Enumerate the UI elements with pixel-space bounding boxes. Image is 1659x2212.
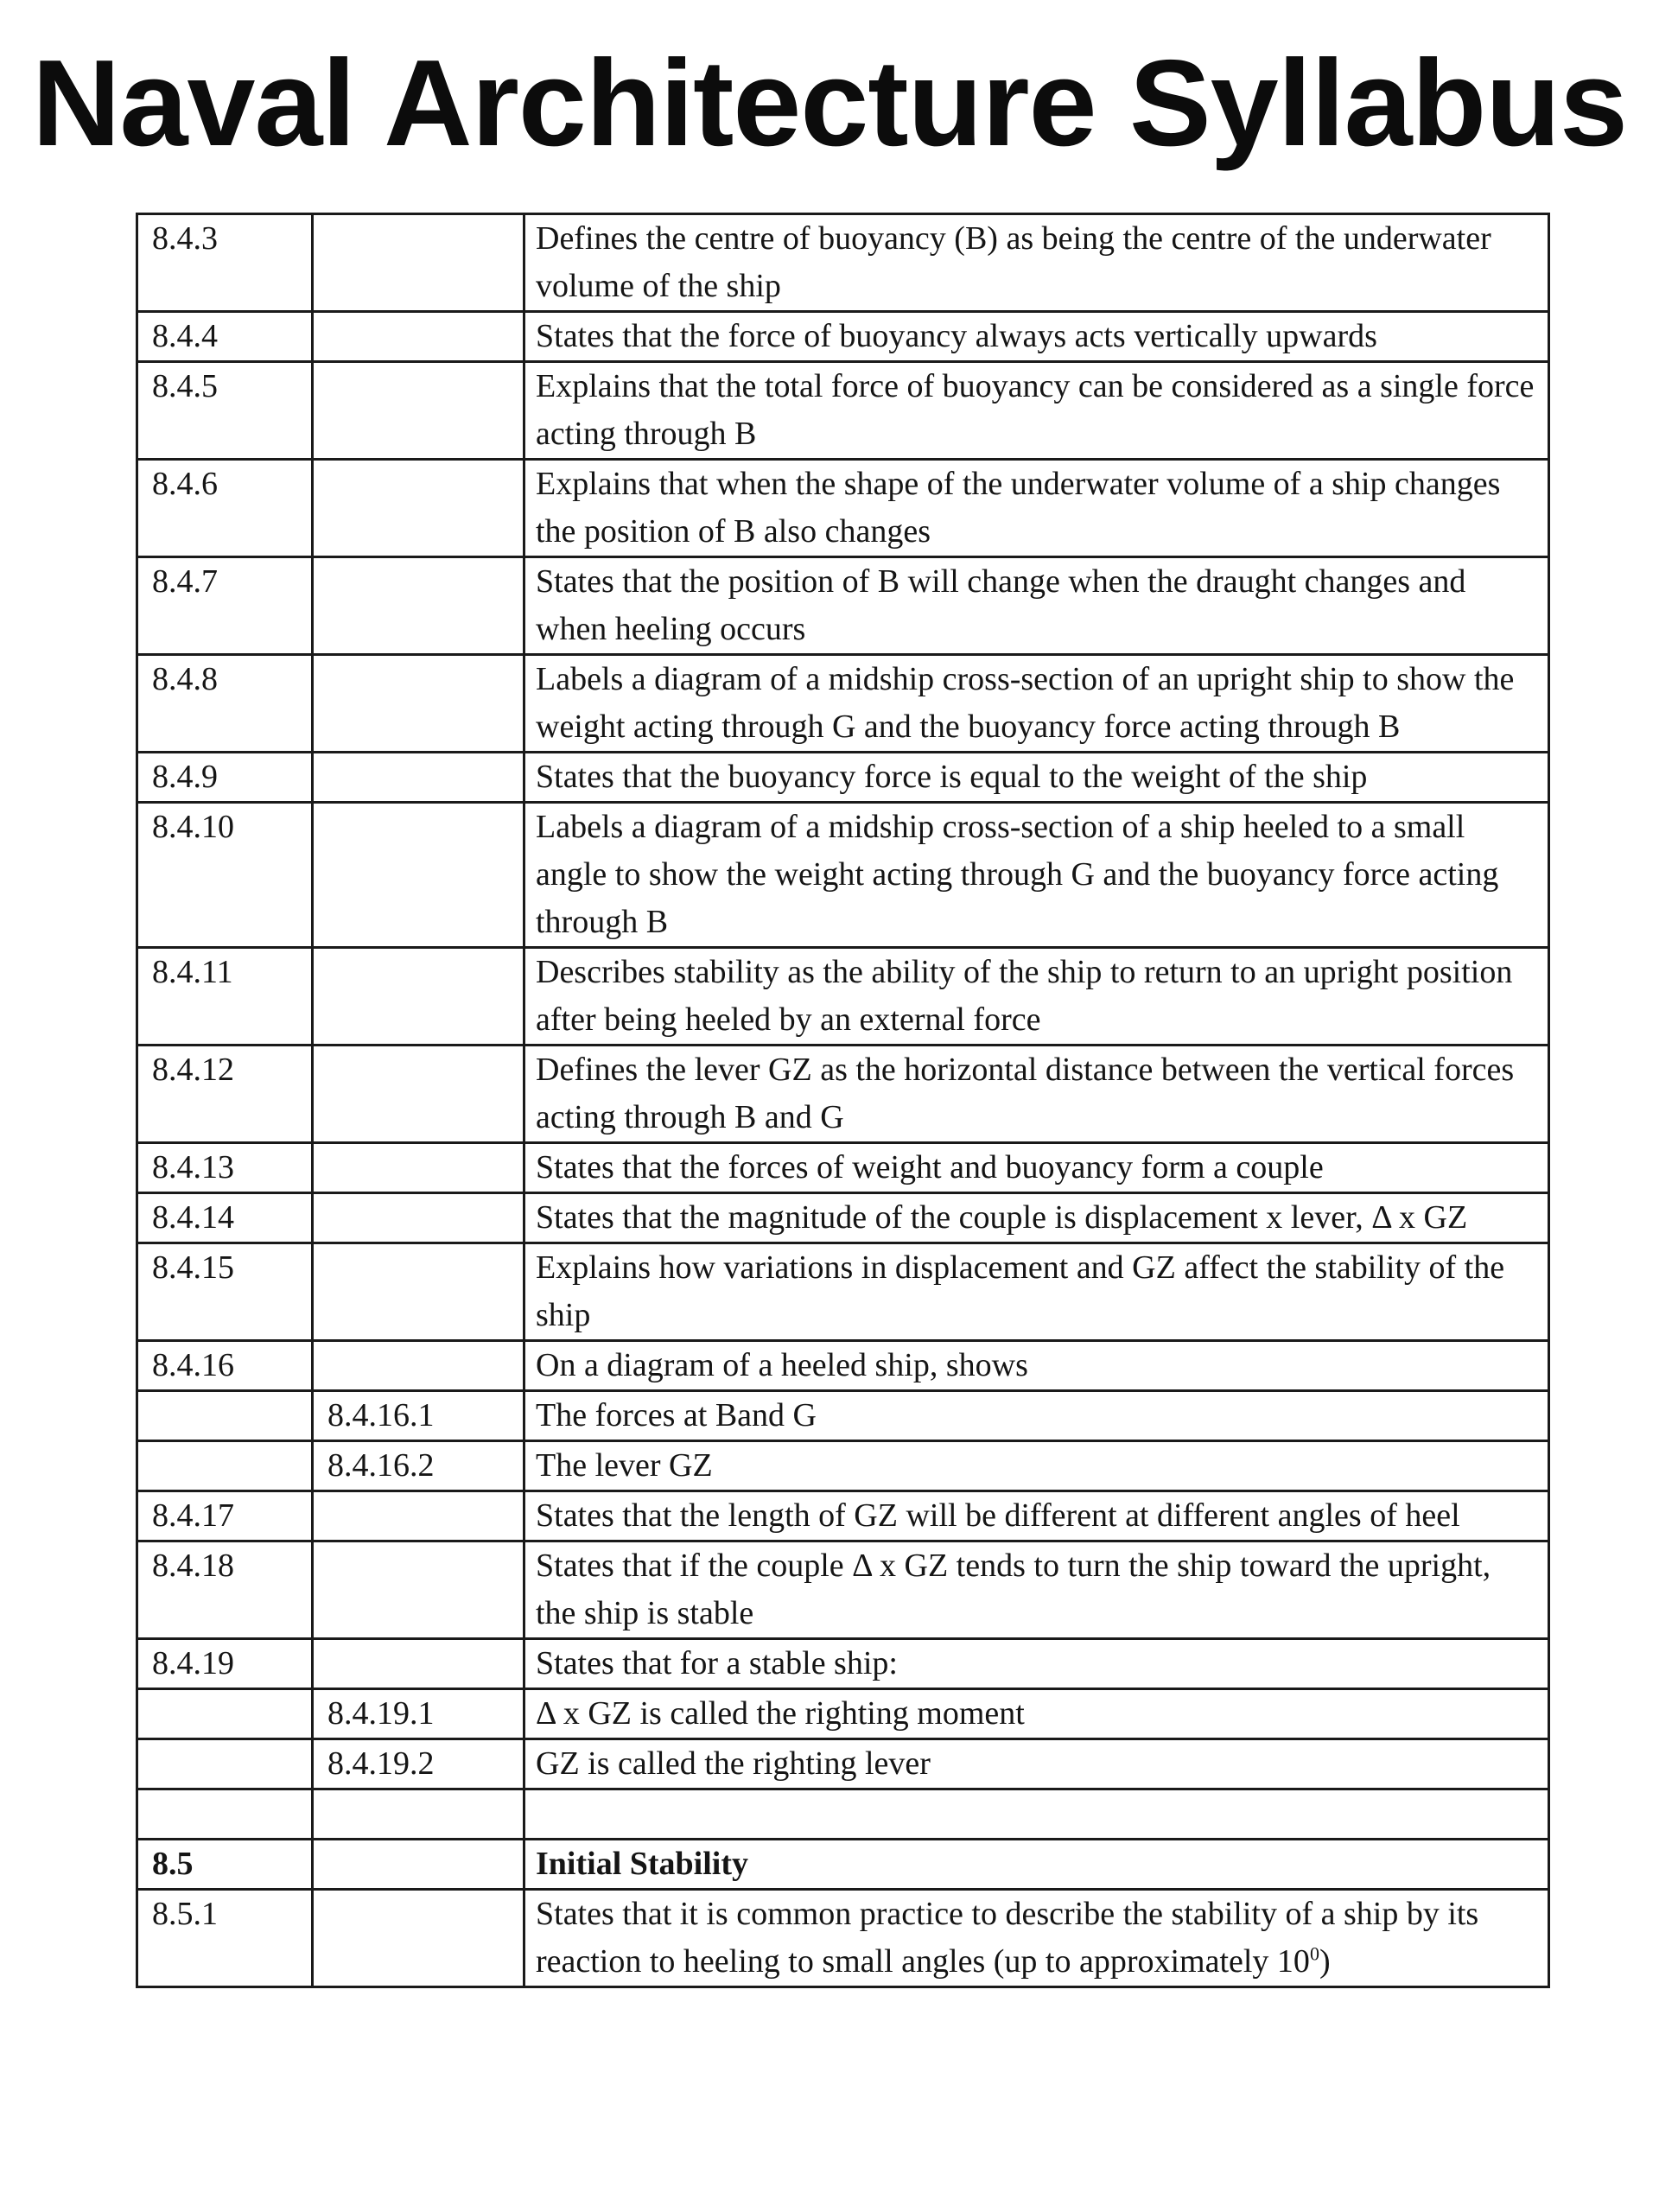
code-cell: 8.4.10 — [137, 803, 313, 948]
code-cell: 8.4.12 — [137, 1046, 313, 1143]
code-cell: 8.4.13 — [137, 1143, 313, 1193]
table-row — [137, 460, 1549, 557]
table-row — [137, 312, 1549, 362]
code-cell: 8.4.5 — [137, 362, 313, 460]
table-row — [137, 803, 1549, 948]
description-cell: Defines the lever GZ as the horizontal distance between the vertical forces acting through B and G — [524, 1046, 1549, 1143]
description-cell: The lever GZ — [524, 1441, 1549, 1491]
description-cell: States that the forces of weight and buoyancy form a couple — [524, 1143, 1549, 1193]
description-cell: States that if the couple Δ x GZ tends to turn the ship toward the upright, the ship is stable — [524, 1541, 1549, 1639]
syllabus-table — [136, 213, 1550, 1988]
table-row — [137, 1193, 1549, 1243]
subcode-cell — [313, 1789, 524, 1840]
description-cell: States that the length of GZ will be different at different angles of heel — [524, 1491, 1549, 1541]
description-cell: Explains that the total force of buoyancy can be considered as a single force acting through B — [524, 362, 1549, 460]
table-row — [137, 362, 1549, 460]
subcode-cell — [313, 1046, 524, 1143]
description-cell: Defines the centre of buoyancy (B) as being the centre of the underwater volume of the ship — [524, 214, 1549, 312]
description-cell: States that the magnitude of the couple is displacement x lever, Δ x GZ — [524, 1193, 1549, 1243]
table-row — [137, 214, 1549, 312]
description-cell: States that for a stable ship: — [524, 1639, 1549, 1689]
code-cell — [137, 1391, 313, 1441]
description-cell: Describes stability as the ability of the ship to return to an upright position after being heeled by an external force — [524, 948, 1549, 1046]
code-cell: 8.4.14 — [137, 1193, 313, 1243]
table-row — [137, 753, 1549, 803]
table-row — [137, 1243, 1549, 1341]
code-cell: 8.4.8 — [137, 655, 313, 753]
subcode-cell — [313, 460, 524, 557]
description-cell — [524, 1890, 1549, 1987]
description-cell: States that the position of B will change when the draught changes and when heeling occurs — [524, 557, 1549, 655]
table-row — [137, 1890, 1549, 1987]
code-cell — [137, 1789, 313, 1840]
description-cell: Labels a diagram of a midship cross-section of a ship heeled to a small angle to show the weight acting through G and the buoyancy force acting through B — [524, 803, 1549, 948]
subcode-cell — [313, 214, 524, 312]
degree-superscript: 0 — [1309, 1942, 1319, 1965]
code-cell: 8.4.17 — [137, 1491, 313, 1541]
table-row — [137, 1391, 1549, 1441]
code-cell: 8.4.16 — [137, 1341, 313, 1391]
description-cell: States that the buoyancy force is equal to the weight of the ship — [524, 753, 1549, 803]
code-cell: 8.4.9 — [137, 753, 313, 803]
subcode-cell — [313, 948, 524, 1046]
subcode-cell — [313, 1639, 524, 1689]
code-cell: 8.4.15 — [137, 1243, 313, 1341]
table-row — [137, 1689, 1549, 1739]
subcode-cell — [313, 1143, 524, 1193]
code-cell: 8.4.6 — [137, 460, 313, 557]
description-text: States that it is common practice to describe the stability of a ship by its reaction to heeling to small angles (up to approximately 10 — [536, 1896, 1479, 1980]
description-cell: Explains that when the shape of the underwater volume of a ship changes the position of B also changes — [524, 460, 1549, 557]
table-row — [137, 1541, 1549, 1639]
description-cell: States that the force of buoyancy always acts vertically upwards — [524, 312, 1549, 362]
description-text-end: ) — [1319, 1943, 1331, 1980]
table-row — [137, 1046, 1549, 1143]
subcode-cell — [313, 1890, 524, 1987]
subcode-cell — [313, 1243, 524, 1341]
description-cell: GZ is called the righting lever — [524, 1739, 1549, 1789]
table-row — [137, 948, 1549, 1046]
code-cell: 8.4.19 — [137, 1639, 313, 1689]
table-row — [137, 655, 1549, 753]
code-cell: 8.5.1 — [137, 1890, 313, 1987]
code-cell — [137, 1441, 313, 1491]
code-cell: 8.4.4 — [137, 312, 313, 362]
subcode-cell — [313, 362, 524, 460]
code-cell: 8.4.11 — [137, 948, 313, 1046]
subcode-cell: 8.4.19.1 — [313, 1689, 524, 1739]
section-code-cell: 8.5 — [137, 1840, 313, 1890]
section-heading-row — [137, 1840, 1549, 1890]
code-cell: 8.4.7 — [137, 557, 313, 655]
description-cell: Explains how variations in displacement and GZ affect the stability of the ship — [524, 1243, 1549, 1341]
code-cell: 8.4.18 — [137, 1541, 313, 1639]
code-cell: 8.4.3 — [137, 214, 313, 312]
table-row — [137, 1739, 1549, 1789]
table-row — [137, 1491, 1549, 1541]
code-cell — [137, 1689, 313, 1739]
description-cell: On a diagram of a heeled ship, shows — [524, 1341, 1549, 1391]
table-row — [137, 1639, 1549, 1689]
subcode-cell — [313, 803, 524, 948]
subcode-cell — [313, 1541, 524, 1639]
subcode-cell — [313, 312, 524, 362]
subcode-cell: 8.4.16.1 — [313, 1391, 524, 1441]
blank-row — [137, 1789, 1549, 1840]
subcode-cell — [313, 557, 524, 655]
subcode-cell — [313, 1193, 524, 1243]
code-cell — [137, 1739, 313, 1789]
page-title: Naval Architecture Syllabus — [31, 35, 1628, 172]
subcode-cell — [313, 1491, 524, 1541]
table-row — [137, 1441, 1549, 1491]
section-heading-cell: Initial Stability — [524, 1840, 1549, 1890]
description-cell: Δ x GZ is called the righting moment — [524, 1689, 1549, 1739]
subcode-cell — [313, 655, 524, 753]
subcode-cell — [313, 1341, 524, 1391]
description-cell — [524, 1789, 1549, 1840]
subcode-cell — [313, 1840, 524, 1890]
subcode-cell: 8.4.16.2 — [313, 1441, 524, 1491]
table-row — [137, 557, 1549, 655]
subcode-cell: 8.4.19.2 — [313, 1739, 524, 1789]
description-cell: Labels a diagram of a midship cross-section of an upright ship to show the weight acting through G and the buoyancy force acting through B — [524, 655, 1549, 753]
description-cell: The forces at Band G — [524, 1391, 1549, 1441]
table-row — [137, 1341, 1549, 1391]
table-row — [137, 1143, 1549, 1193]
subcode-cell — [313, 753, 524, 803]
